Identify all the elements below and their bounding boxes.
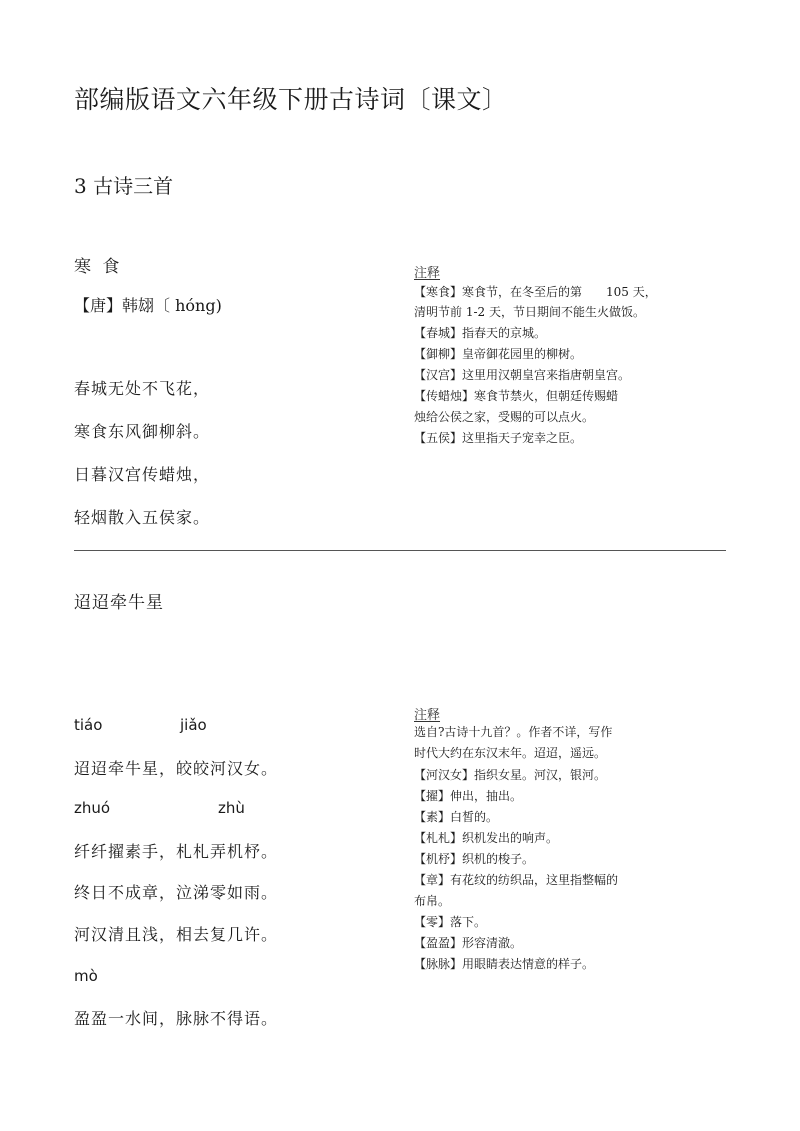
poem2-line-4: 河汉清且浅，相去复几许。	[74, 925, 279, 944]
poem2-note: 时代大约在东汉末年。迢迢，遥远。	[414, 746, 607, 760]
poem1-note: 【汉宫】这里用汉朝皇宫来指唐朝皇宫。	[414, 368, 631, 382]
poem2-note: 选自?古诗十九首？。作者不详，写作	[414, 725, 613, 739]
poem1-note: 清明节前 1-2 天，节日期间不能生火做饭。	[414, 305, 645, 319]
poem2-line-2: 纤纤擢素手，札札弄机杼。	[74, 842, 279, 861]
poem2-note: 布帛。	[414, 894, 451, 908]
poem2-note: 【擢】伸出，抽出。	[414, 789, 523, 803]
poem1-note: 【御柳】皇帝御花园里的柳树。	[414, 347, 583, 361]
poem1-note: 【传蜡烛】寒食节禁火，但朝廷传赐蜡	[414, 389, 619, 403]
poem2-note: 【札札】织机发出的响声。	[414, 831, 559, 845]
poem2-note: 【章】有花纹的纺织品，这里指整幅的	[414, 873, 619, 887]
poem1-author: 【唐】韩翃〔 hóng)	[74, 296, 222, 315]
poem1-note: 【五侯】这里指天子宠幸之臣。	[414, 431, 583, 445]
poem2-note: 【河汉女】指织女星。河汉，银河。	[414, 768, 607, 782]
poem2-note: 【零】落下。	[414, 915, 487, 929]
section-divider	[74, 550, 726, 551]
poem1-note: 烛给公侯之家，受赐的可以点火。	[414, 410, 595, 424]
pinyin-annotation: tiáo	[74, 716, 103, 734]
poem2-line-3: 终日不成章，泣涕零如雨。	[74, 883, 279, 902]
poem2-line-5: 盈盈一水间，脉脉不得语。	[74, 1009, 279, 1028]
poem2-note: 【素】白皙的。	[414, 810, 499, 824]
poem2-note: 【脉脉】用眼睛表达情意的样子。	[414, 957, 595, 971]
poem1-title: 寒 食	[74, 257, 123, 277]
poem2-line-1: 迢迢牵牛星，皎皎河汉女。	[74, 759, 279, 778]
pinyin-annotation: jiǎo	[180, 716, 207, 734]
poem1-line-3: 日暮汉宫传蜡烛，	[74, 465, 211, 484]
pinyin-annotation: zhù	[218, 799, 245, 817]
poem2-note: 【盈盈】形容清澈。	[414, 936, 523, 950]
poem1-notes-heading: 注释	[414, 266, 441, 281]
page-title: 部编版语文六年级下册古诗词〔课文〕	[74, 85, 508, 114]
poem1-line-4: 轻烟散入五侯家。	[74, 508, 211, 527]
poem2-title: 迢迢牵牛星	[74, 593, 164, 613]
poem1-line-2: 寒食东风御柳斜。	[74, 422, 211, 441]
pinyin-annotation: zhuó	[74, 799, 111, 817]
poem2-note: 【机杼】织机的梭子。	[414, 852, 535, 866]
poem1-note: 【寒食】寒食节，在冬至后的第 105 天，	[414, 285, 657, 299]
lesson-heading: 3 古诗三首	[74, 174, 174, 198]
poem1-note: 【春城】指春天的京城。	[414, 326, 547, 340]
pinyin-annotation: mò	[74, 967, 98, 985]
poem2-notes-heading: 注释	[414, 708, 441, 723]
poem1-line-1: 春城无处不飞花，	[74, 379, 211, 398]
